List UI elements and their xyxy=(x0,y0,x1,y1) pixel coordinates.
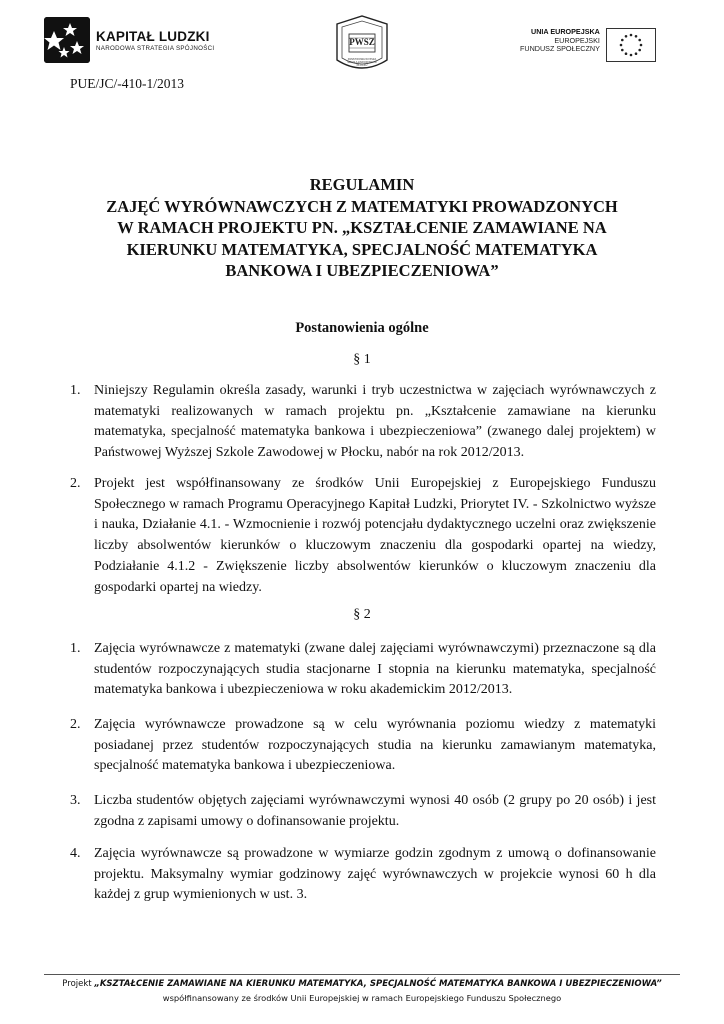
footer-project-line xyxy=(30,979,694,989)
kapital-ludzki-subtitle: NARODOWA STRATEGIA SPÓJNOŚCI xyxy=(96,44,215,52)
paragraph-mark-1: § 1 xyxy=(353,352,371,367)
list-item-text: Liczba studentów objętych zajęciami wyrównawczymi wynosi 40 osób (2 grupy po 20 osób) i jest zgodna z zapisami umowy o dofinansowanie projektu. xyxy=(94,793,656,829)
title-line-5: BANKOWA I UBEZPIECZENIOWA” xyxy=(225,261,499,280)
list-item xyxy=(70,639,656,701)
pwsz-logo-ring-text: PAŃSTWOWA WYŻSZA SZKOŁA ZAWODOWA W PŁOCKU xyxy=(347,58,377,67)
list-item-text: Zajęcia wyrównawcze są prowadzone w wymiarze godzin zgodnym z umową o dofinansowanie projektu. Maksymalny wymiar godzinowy zajęć wyrównawczych w projekcie wynosi 60 h dla każdej z grup wymienionych w ust. 3. xyxy=(94,846,656,903)
section-heading: Postanowienia ogólne xyxy=(295,320,429,336)
kapital-ludzki-logo xyxy=(44,16,214,64)
eu-subtitle-1: EUROPEJSKI xyxy=(554,35,600,45)
pwsz-logo-text: PWSZ xyxy=(349,37,375,47)
eu-title: UNIA EUROPEJSKA xyxy=(531,27,600,36)
paragraph-mark-2: § 2 xyxy=(353,607,371,622)
eu-logo xyxy=(520,28,656,62)
list-item xyxy=(70,844,656,906)
kapital-ludzki-emblem-icon xyxy=(44,17,90,63)
document-title xyxy=(60,174,664,282)
list-item-text: Zajęcia wyrównawcze z matematyki (zwane dalej zajęciami wyrównawczymi) przeznaczone są dla studentów rozpoczynających studia stacjonarne I stopnia na kierunku matematyka, specjalność matematyka bankowa i ubezpieczeniowa w roku akademickim 2012/2013. xyxy=(94,641,656,698)
list-item-number: 3. xyxy=(70,793,81,808)
footer-project-name: „KSZTAŁCENIE ZAMAWIANE NA KIERUNKU MATEMATYKA, SPECJALNOŚĆ MATEMATYKA BANKOWA I UBEZPIECZENIOWA” xyxy=(94,979,662,989)
title-line-4: KIERUNKU MATEMATYKA, SPECJALNOŚĆ MATEMATYKA xyxy=(126,239,598,259)
list-item-text: Projekt jest współfinansowany ze środków Unii Europejskiej z Europejskiego Funduszu Społecznego w ramach Programu Operacyjnego Kapitał Ludzki, Priorytet IV. - Szkolnictwo wyższe i nauka, Działanie 4.1. - Wzmocnienie i rozwój potencjału dydaktycznego uczelni oraz zwiększenie liczby absolwentów kierunków o kluczowym znaczeniu dla gospodarki opartej na wiedzy, Podziałanie 4.1.2 - Zwiększenie liczby absolwentów kierunków o kluczowym znaczeniu dla gospodarki opartej na wiedzy. xyxy=(94,476,656,595)
eu-flag-icon xyxy=(606,28,656,62)
footer-funding-line: współfinansowany ze środków Unii Europejskiej w ramach Europejskiego Funduszu Społecznego xyxy=(162,993,562,1003)
list-item xyxy=(70,381,656,464)
list-item-number: 1. xyxy=(70,383,81,398)
list-item-number: 2. xyxy=(70,476,81,491)
list-item xyxy=(70,715,656,777)
footer-prefix: Projekt xyxy=(62,979,95,989)
pwsz-logo xyxy=(333,14,391,76)
list-item-number: 2. xyxy=(70,717,81,732)
kapital-ludzki-title: KAPITAŁ LUDZKI xyxy=(96,28,210,44)
list-item-number: 4. xyxy=(70,846,81,861)
title-line-2: ZAJĘĆ WYRÓWNAWCZYCH Z MATEMATYKI PROWADZONYCH xyxy=(106,196,618,216)
list-item-text: Niniejszy Regulamin określa zasady, warunki i tryb uczestnictwa w zajęciach wyrównawczych z matematyki realizowanych w ramach projektu pn. „Kształcenie zamawiane na kierunku matematyka, specjalność matematyka bankowa i ubezpieczeniowa” (zwanego dalej projektem) w Państwowej Wyższej Szkole Zawodowej w Płocku, nabór na rok 2012/2013. xyxy=(94,383,656,461)
title-line-3: W RAMACH PROJEKTU PN. „KSZTAŁCENIE ZAMAWIANE NA xyxy=(117,218,607,237)
eu-subtitle-2: FUNDUSZ SPOŁECZNY xyxy=(520,44,600,54)
list-item-text: Zajęcia wyrównawcze prowadzone są w celu wyrównania poziomu wiedzy z matematyki posiadanej przez studentów rozpoczynających studia na kierunku zamawianym matematyka, specjalność matematyka bankowa i ubezpieczeniowa. xyxy=(94,717,656,774)
list-item-number: 1. xyxy=(70,641,81,656)
list-item xyxy=(70,474,656,598)
footer-divider xyxy=(44,974,680,975)
list-item xyxy=(70,791,656,832)
document-reference-number: PUE/JC/-410-1/2013 xyxy=(70,76,185,91)
title-line-1: REGULAMIN xyxy=(309,175,415,194)
